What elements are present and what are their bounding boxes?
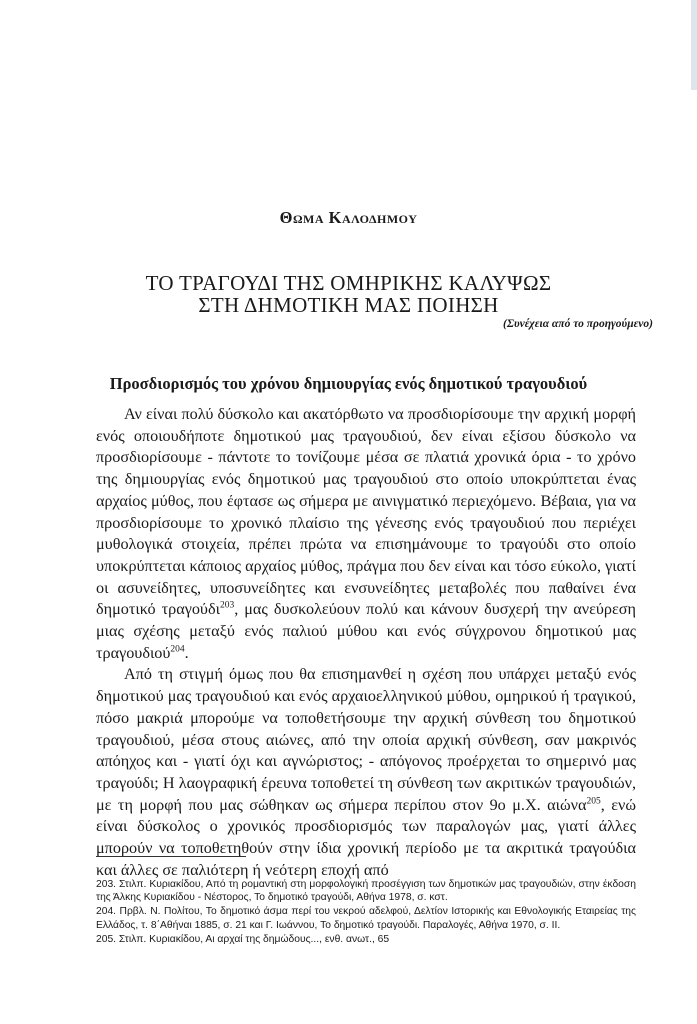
footnote-ref: 203 bbox=[219, 600, 235, 611]
author-last-name: Καλοδημου bbox=[328, 208, 418, 227]
scan-edge bbox=[691, 0, 697, 90]
footnote-divider bbox=[96, 856, 246, 857]
paragraph: Από τη στιγμή όμως που θα επισημανθεί η σχέση που υπάρχει μεταξύ ενός δημοτικού μας τραγουδιού και ενός αρχαιοελληνικού μύθου, ομηρικού ή τραγικού, πόσο μακριά μπορούμε να τοποθετήσουμε την αρχική σύνθεση του δημοτικού τραγουδιού, μέσα στους αιώνες, από την οποία αρχική σύνθεση, σαν μακρινός απόηχος και - γιατί όχι και αγνώριστος; - απόγονος προέρχεται το σημερινό μας τραγούδι; Η λαογραφική έρευνα τοποθετεί τη σύνθεση των ακριτικών τραγουδιών, με τη μορφή που μας σώθηκαν ως σήμερα περίπου στον 9ο μ.Χ. αιώνα$^{205}$, ενώ είναι δύσκολος ο χρονικός προσδιορισμός των παραλογών μας, γιατί άλλες μπορούν να τοποθετηθούν στην ίδια χρονική περίοδο με τα ακριτικά τραγούδια και άλλες σε παλιότερη ή νεότερη εποχή από bbox=[96, 665, 636, 879]
footnote: 203. Στιλπ. Κυριακίδου, Από τη ρομαντική στη μορφολογική προσέγγιση των δημοτικών μας τραγουδιών, στην έκδοση της Άλκης Κυριακίδου - Νέστορος, Το δημοτικό τραγούδι, Αθήνα 1978, σ. κστ. bbox=[96, 879, 636, 904]
footnotes bbox=[96, 878, 636, 947]
title-line-2: ΣΤΗ ΔΗΜΟΤΙΚΗ ΜΑΣ ΠΟΙΗΣΗ bbox=[198, 293, 499, 317]
continued-note: (Συνέχεια από το προηγούμενο) bbox=[503, 318, 653, 330]
article-title bbox=[0, 272, 697, 316]
author-first-name: Θωμα bbox=[279, 208, 325, 227]
section-heading: Προσδιορισμός του χρόνου δημιουργίας ενός δημοτικού τραγουδιού bbox=[109, 374, 588, 393]
paragraph: Αν είναι πολύ δύσκολο και ακατόρθωτο να προσδιορίσουμε την αρχική μορφή ενός οποιουδήποτε δημοτικού μας τραγουδιού, δεν είναι εξίσου δύσκολο να προσδιορίσουμε - πάντοτε το τονίζουμε μέσα σε πλατιά χρονικά όρια - το χρόνο της δημιουργίας ενός δημοτικού μας τραγουδιού στο οποίο υποκρύπτεται ένας αρχαίος μύθος, που έφτασε ως σήμερα με αινιγματικό περιεχόμενο. Βέβαια, για να προσδιορίσουμε το χρονικό πλαίσιο της γένεσης ενός τραγουδιού που περιέχει μυθολογικά στοιχεία, πρέπει πρώτα να επισημάνουμε το τραγούδι στο οποίο υποκρύπτεται κάποιος αρχαίος μύθος, πράγμα που δεν είναι και τόσο εύκολο, γιατί οι ασυνείδητες, υποσυνείδητες και ενσυνείδητες μεταβολές που παθαίνει ένα δημοτικό τραγούδι$^{203}$, μας δυσκολεύουν πολύ και κάνουν δυσχερή την ανεύρεση μιας σχέσης μεταξύ ενός παλιού μύθου και ενός σύγχρονου δημοτικού μας τραγουδιού$^{204}$. bbox=[96, 405, 636, 662]
title-line-1: ΤΟ ΤΡΑΓΟΥΔΙ ΤΗΣ ΟΜΗΡΙΚΗΣ ΚΑΛΥΨΩΣ bbox=[145, 271, 552, 295]
footnote: 204. Πρβλ. Ν. Πολίτου, Το δημοτικό άσμα περί του νεκρού αδελφού, Δελτίον Ιστορικής και Εθνολογικής Εταιρείας της Ελλάδος, τ. 8΄Αθήναι 1885, σ. 21 και Γ. Ιωάννου, Το δημοτικό τραγούδι. Παραλογές, Αθήνα 1970, σ. ΙΙ. bbox=[96, 906, 636, 931]
footnote-ref: 204 bbox=[170, 644, 185, 655]
footnote-ref: 205 bbox=[586, 796, 601, 807]
footnote: 205. Στιλπ. Κυριακίδου, Αι αρχαί της δημώδους..., ενθ. ανωτ., 65 bbox=[96, 933, 390, 945]
body-text bbox=[96, 404, 636, 881]
author-name bbox=[0, 208, 697, 228]
